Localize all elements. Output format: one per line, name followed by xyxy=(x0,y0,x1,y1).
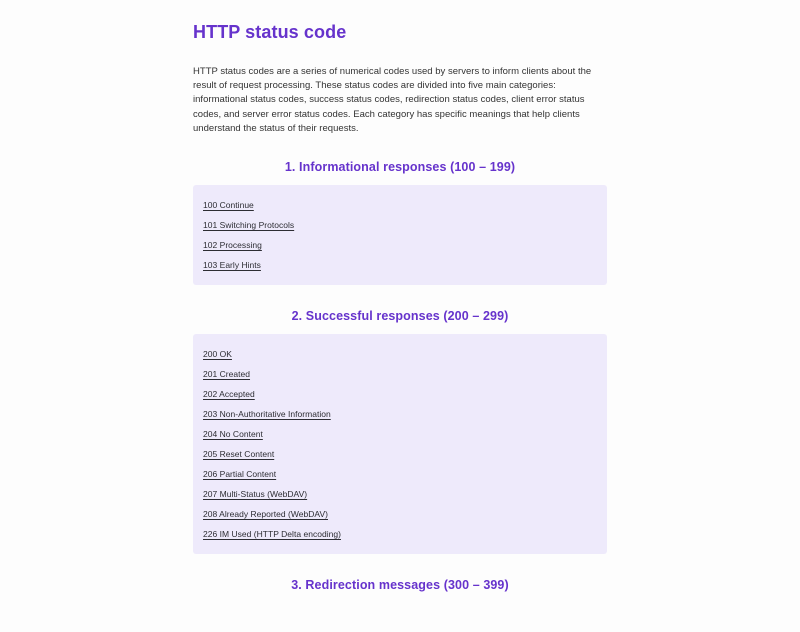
list-item xyxy=(203,527,607,540)
status-code-link[interactable]: 100 Continue xyxy=(203,200,254,211)
list-item xyxy=(203,387,607,400)
page-title: HTTP status code xyxy=(193,22,347,42)
section-heading-successful: 2. Successful responses (200 – 299) xyxy=(291,309,509,324)
section-panel-successful xyxy=(193,334,607,554)
list-item xyxy=(203,367,607,380)
section-heading-informational: 1. Informational responses (100 – 199) xyxy=(284,160,516,175)
list-item xyxy=(203,198,607,211)
list-item xyxy=(203,407,607,420)
status-code-list-informational xyxy=(193,198,607,271)
list-item xyxy=(203,447,607,460)
section-heading-redirection: 3. Redirection messages (300 – 399) xyxy=(291,578,509,593)
status-code-link[interactable]: 101 Switching Protocols xyxy=(203,220,295,231)
status-code-link[interactable]: 226 IM Used (HTTP Delta encoding) xyxy=(203,529,341,540)
status-code-link[interactable]: 203 Non-Authoritative Information xyxy=(203,409,331,420)
status-code-link[interactable]: 202 Accepted xyxy=(203,389,255,400)
status-code-link[interactable]: 201 Created xyxy=(203,369,251,380)
list-item xyxy=(203,218,607,231)
page-bottom-spacer xyxy=(193,592,607,632)
list-item xyxy=(203,427,607,440)
status-code-link[interactable]: 205 Reset Content xyxy=(203,449,275,460)
status-code-link[interactable]: 206 Partial Content xyxy=(203,469,277,480)
status-code-link[interactable]: 204 No Content xyxy=(203,429,263,440)
list-item xyxy=(203,238,607,251)
intro-paragraph: HTTP status codes are a series of numerical codes used by servers to inform clients about the result of request processing. These status codes are divided into five main categories: informational status codes, success status codes, redirection status codes, client error status codes, and server error status codes. Each category has specific meanings that help clients understand the status of their requests. xyxy=(193,66,592,134)
status-code-link[interactable]: 208 Already Reported (WebDAV) xyxy=(203,509,328,520)
list-item xyxy=(203,258,607,271)
status-code-list-successful xyxy=(193,347,607,540)
status-code-link[interactable]: 103 Early Hints xyxy=(203,260,261,271)
status-code-link[interactable]: 207 Multi-Status (WebDAV) xyxy=(203,489,308,500)
status-code-link[interactable]: 200 OK xyxy=(203,349,232,360)
list-item xyxy=(203,507,607,520)
list-item xyxy=(203,467,607,480)
status-code-link[interactable]: 102 Processing xyxy=(203,240,262,251)
section-panel-informational xyxy=(193,185,607,285)
list-item xyxy=(203,347,607,360)
list-item xyxy=(203,487,607,500)
document-content xyxy=(193,0,607,632)
